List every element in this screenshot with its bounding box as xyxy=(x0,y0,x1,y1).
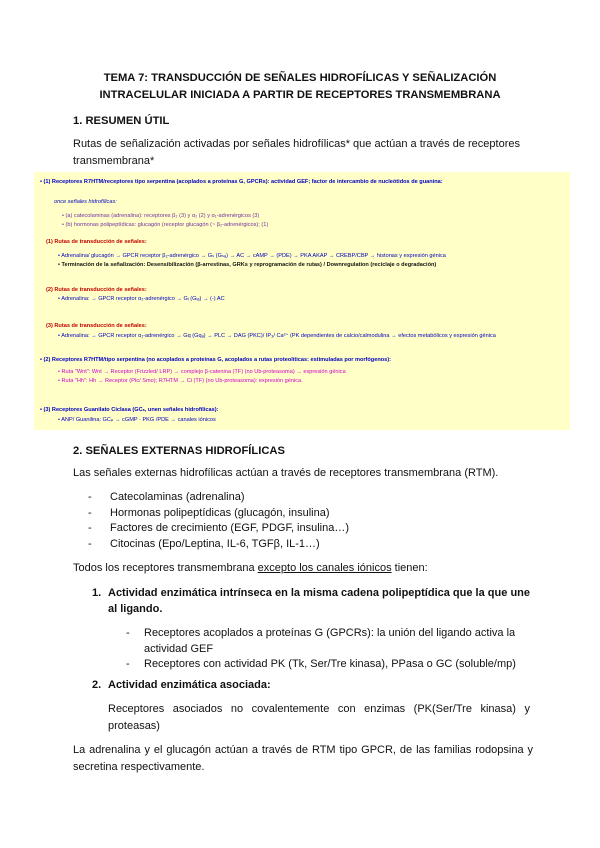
item-2: 2. Actividad enzimática asociada: xyxy=(92,679,271,691)
summary-line: • (3) Receptores Guanilato Ciclasa (GCₛ, unen señales hidrofílicas): xyxy=(40,407,219,413)
summary-line: (2) Rutas de transducción de señales: xyxy=(46,287,147,293)
section-1-intro: Rutas de señalización activadas por señales hidrofílicas* que actúan a través de receptores transmembrana* xyxy=(73,138,520,167)
list-item: - Factores de crecimiento (EGF, PDGF, insulina…) xyxy=(88,522,350,534)
summary-line: • Adrenalina/ glucagón → GPCR receptor β₂-adrenérgico → Gₛ (Gₛₐ) → AC → cAMP → (PDE) → PKA AKAP → CREBP/CBP → histonas y expresión génica xyxy=(58,253,446,259)
list-item: - Catecolaminas (adrenalina) xyxy=(88,491,245,503)
summary-line: (1) Rutas de transducción de señales: xyxy=(46,239,147,245)
signal-list xyxy=(88,490,349,552)
title-line-1: TEMA 7: TRANSDUCCIÓN DE SEÑALES HIDROFÍLICAS Y SEÑALIZACIÓN xyxy=(103,72,497,84)
item-1-sublist xyxy=(126,626,530,673)
summary-line: once señales hidrofílicas: xyxy=(54,199,117,205)
summary-diagram xyxy=(34,172,570,430)
section-1-heading: 1. RESUMEN ÚTIL xyxy=(73,115,170,127)
item-2-text: Receptores asociados no covalentemente con enzimas (PK(Ser/Tre kinasa) y proteasas) xyxy=(108,703,530,732)
summary-line: • (b) hormonas polipeptídicas: glucagón (receptor glucagón (~ β₂-adrenérgicos); (1) xyxy=(62,222,269,228)
list-item: - Receptores con actividad PK (Tk, Ser/Tre kinasa), PPasa o GC (soluble/mp) xyxy=(126,658,516,670)
summary-line: • Adrenalina: → GPCR receptor α₂-adrenérgico → Gᵢ (Gᵢₐ) → (-) AC xyxy=(58,296,225,302)
summary-line: • (1) Receptores R7HTM/receptores tipo serpentina (acoplados a proteínas G, GPCRs): actividad GEF; factor de intercambio de nucleótidos de guanina: xyxy=(40,179,443,185)
item-1: 1. Actividad enzimática intrínseca en la misma cadena polipeptídica que la que une al ligando. xyxy=(92,587,530,615)
list-item: - Hormonas polipeptídicas (glucagón, insulina) xyxy=(88,506,330,519)
summary-line: • Terminación de la señalización: Desensibilización (β-arrestinas, GRKs y reprogramación de rutas) / Downregulation (reciclaje o degradación) xyxy=(58,262,437,268)
title-line-2: INTRACELULAR INICIADA A PARTIR DE RECEPTORES TRANSMEMBRANA xyxy=(99,89,501,101)
list-item: - Receptores acoplados a proteínas G (GPCRs): la unión del ligando activa la actividad GEF xyxy=(126,627,516,655)
receptors-sentence: Todos los receptores transmembrana excepto los canales iónicos tienen: xyxy=(73,562,428,574)
summary-line: (3) Rutas de transducción de señales: xyxy=(46,323,147,329)
section-2-intro: Las señales externas hidrofílicas actúan a través de receptores transmembrana (RTM). xyxy=(73,467,499,479)
closing-paragraph: La adrenalina y el glucagón actúan a través de RTM tipo GPCR, de las familias rodopsina y secretina respectivamente. xyxy=(73,744,533,773)
summary-line: • (2) Receptores R7HTM/tipo serpentina (no acoplados a proteínas G, acoplados a rutas proteolíticas: estimuladas por morfógenos): xyxy=(40,357,392,363)
summary-line: • (a) catecolaminas (adrenalina): receptores β₂ (3) y α₂ (2) y α₁-adrenérgicos (3) xyxy=(62,213,260,219)
summary-line: • Ruta "Hh": Hh → Receptor (Ptc/ Smo); R7HTM → Ci (TF) (no Ub-proteasoma): expresión génica. xyxy=(58,378,303,384)
summary-line: • Adrenalina: → GPCR receptor α₁-adrenérgico → Gq (Gqₐ) → PLC → DAG (PKC)/ IP₃/ Ca²⁺ (PK dependientes de calcio/calmodulina → efectos metabólicos y expresión génica xyxy=(58,333,496,339)
list-item: - Citocinas (Epo/Leptina, IL-6, TGFβ, IL-1…) xyxy=(88,537,320,550)
section-2-heading: 2. SEÑALES EXTERNAS HIDROFÍLICAS xyxy=(73,445,285,457)
summary-line: • Ruta "Wnt": Wnt → Receptor (Frizzled/ LRP) → complejo β-catenina (TF) (no Ub-proteasoma) → expresión génica xyxy=(58,369,346,375)
document-title xyxy=(60,70,540,104)
summary-line: • ANP/ Guanilina: GCₚ → cGMP · PKG /PDE → canales iónicos xyxy=(58,417,216,423)
